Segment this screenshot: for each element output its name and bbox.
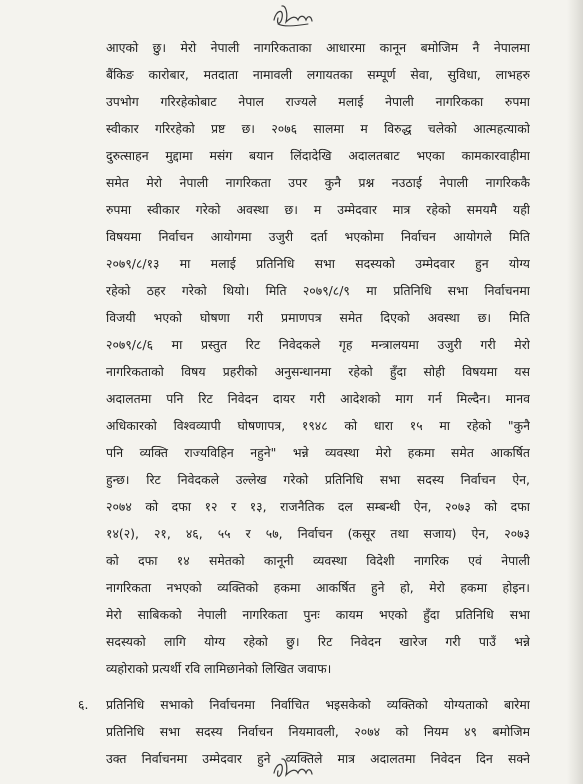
text-line: विषयमा निर्वाचन आयोगमा उजुरी दर्ता भएकोमा निर्वाचन आयोगले मिति [106, 229, 530, 244]
item-number: ६. [78, 697, 89, 712]
text-line: मेरो साबिकको नेपाली नागरिकता पुनः कायम भएको हुँदा प्रतिनिधि सभा [106, 607, 530, 622]
text-line: नागरिकता नभएको व्यक्तिको हकमा आकर्षित हुने हो, मेरो हकमा होइन। [106, 580, 530, 595]
text-line: अदालतमा पनि रिट निवेदन दायर गरी आदेशको माग गर्न मिल्दैन। मानव [106, 391, 530, 406]
text-line: प्रतिनिधि सभा सदस्य निर्वाचन नियमावली, २०७४ को नियम ४९ बमोजिम [106, 724, 530, 739]
page-edge-shadow [567, 0, 583, 784]
text-line: व्यहोराको प्रत्यर्थी रवि लामिछानेको लिखित जवाफ। [106, 661, 332, 676]
text-line: स्वीकार गरिरहेको प्रष्ट छ। २०७६ सालमा म विरुद्ध चलेको आत्महत्याको [106, 121, 530, 136]
signature-mark [268, 757, 316, 783]
text-line: पनि व्यक्ति राज्यविहिन नहुने" भन्ने व्यवस्था मेरो हकमा समेत आकर्षित [106, 445, 530, 460]
text-line: आएको छु। मेरो नेपाली नागरिकताका आधारमा कानून बमोजिम नै नेपालमा [106, 40, 530, 55]
text-line: २०७९/८/१३ मा मलाई प्रतिनिधि सभा सदस्यको उम्मेदवार हुन योग्य [106, 256, 530, 271]
signature-bottom [268, 757, 316, 783]
text-line: अधिकारको विश्वव्यापी घोषणापत्र, १९४८ को धारा १५ मा रहेको "कुनै [106, 418, 530, 433]
signature-mark [268, 2, 316, 32]
text-line: बैंकिङ कारोबार, मतदाता नामावली लगायतका सम्पूर्ण सेवा, सुविधा, लाभहरु [106, 67, 530, 82]
text-line: २०७४ को दफा १२ र १३, राजनैतिक दल सम्बन्धी ऐन, २०७३ को दफा [106, 499, 530, 514]
text-line: उक्त निर्वाचनमा उम्मेदवार हुने व्यक्तिले मात्र अदालतमा निवेदन दिन सक्ने [106, 751, 530, 766]
text-line: रहेको ठहर गरेको थियो। मिति २०७९/८/९ मा प्रतिनिधि सभा निर्वाचनमा [106, 283, 530, 298]
text-line: विजयी भएको घोषणा गरी प्रमाणपत्र समेत दिएको अवस्था छ। मिति [106, 310, 530, 325]
text-line: समेत मेरो नेपाली नागरिकता उपर कुनै प्रश्न नउठाई नेपाली नागरिककै [106, 175, 530, 190]
signature-top [268, 2, 316, 32]
text-line: १४(२), २१, ४६, ५५ र ५७, निर्वाचन (कसूर तथा सजाय) ऐन, २०७३ [106, 526, 530, 541]
text-line: रुपमा स्वीकार गरेको अवस्था छ। म उम्मेदवार मात्र रहेको समयमै यही [106, 202, 530, 217]
text-line: प्रतिनिधि सभाको निर्वाचनमा निर्वाचित भइसकेको व्यक्तिको योग्यताको बारेमा [106, 697, 530, 712]
text-line: सदस्यको लागि योग्य रहेको छु। रिट निवेदन खारेज गरी पाउँ भन्ने [106, 634, 530, 649]
text-line: उपभोग गरिरहेकोबाट नेपाल राज्यले मलाई नेपाली नागरिकका रुपमा [106, 94, 530, 109]
text-line: नागरिकताको विषय प्रहरीको अनुसन्धानमा रहेको हुँदा सोही विषयमा यस [106, 364, 530, 379]
text-line: हुन्छ। रिट निवेदकले उल्लेख गरेको प्रतिनिधि सभा सदस्य निर्वाचन ऐन, [106, 472, 530, 487]
text-line: दुरुत्साहन मुद्दामा मसंग बयान लिंदादेखि अदालतबाट भएका कामकारवाहीमा [106, 148, 530, 163]
text-line: २०७९/८/६ मा प्रस्तुत रिट निवेदकले गृह मन्त्रालयमा उजुरी गरी मेरो [106, 337, 530, 352]
text-line: को दफा १४ समेतको कानूनी व्यवस्था विदेशी नागरिक एवं नेपाली [106, 553, 530, 568]
